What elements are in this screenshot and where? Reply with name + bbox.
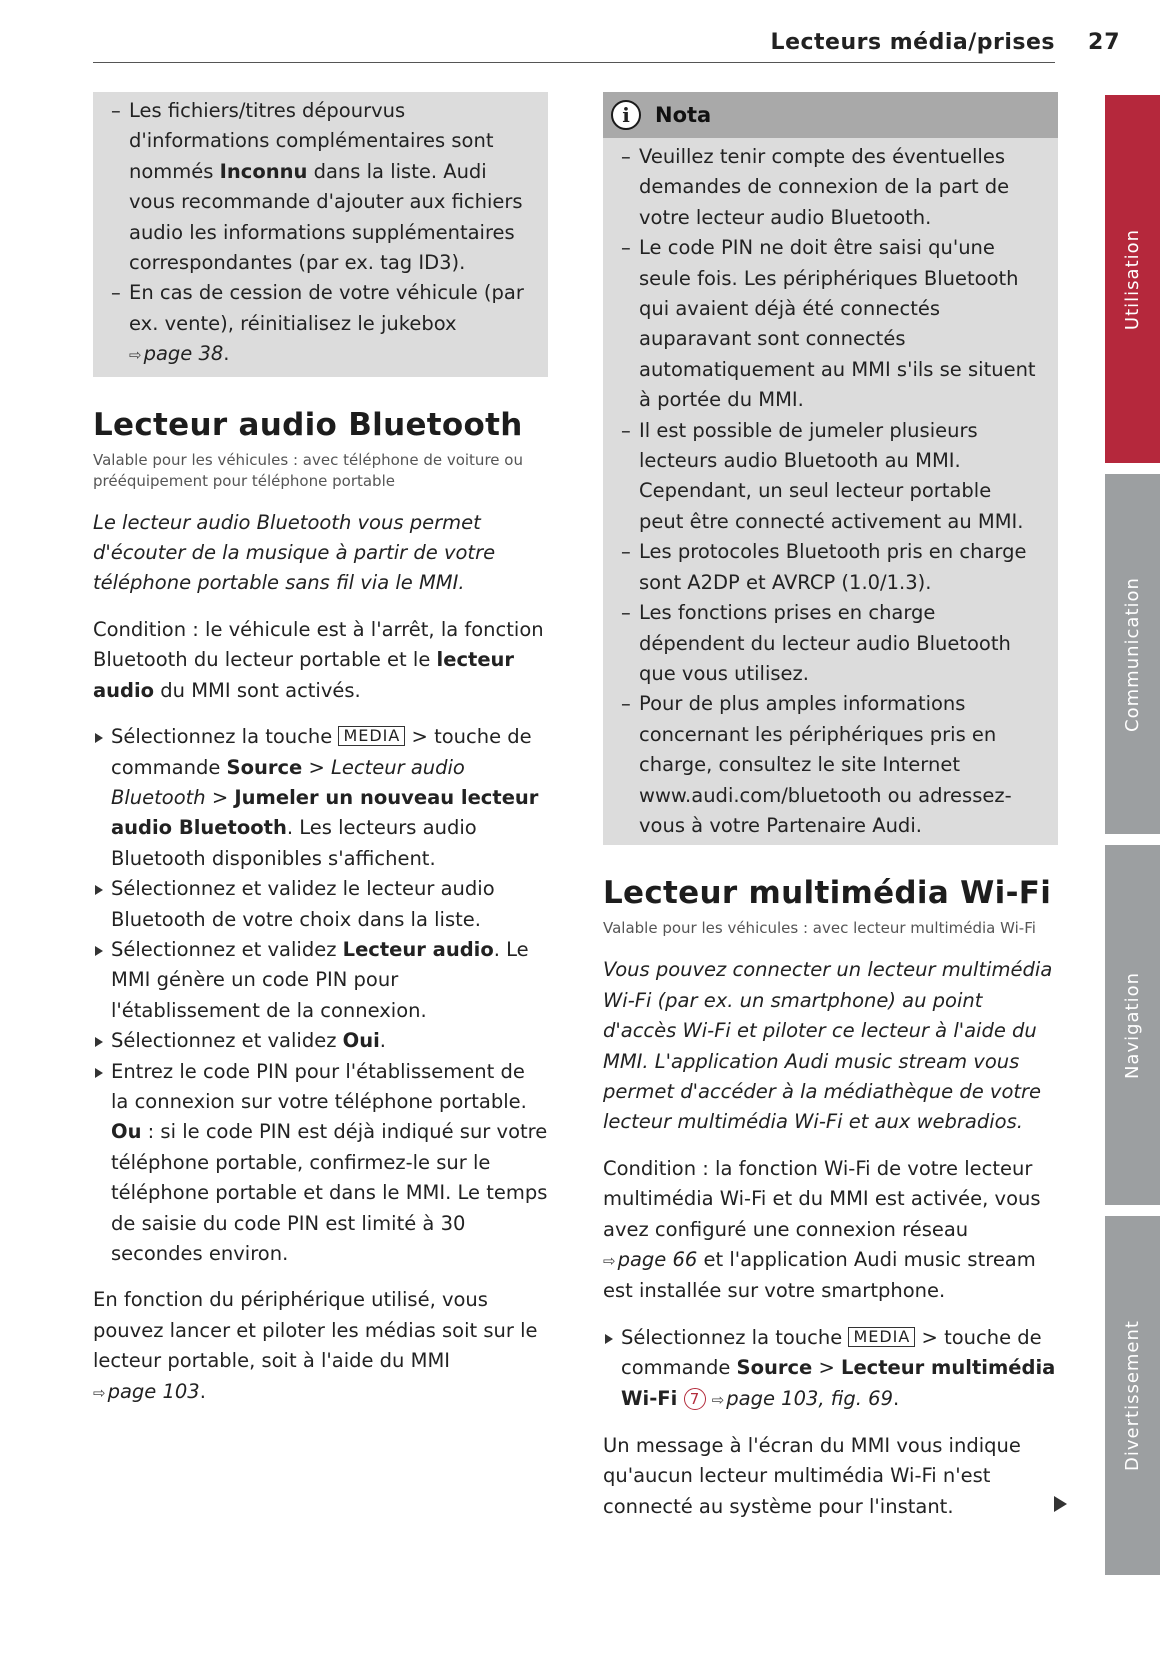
page-reference-link[interactable]: ⇨ page 103, fig. 69	[711, 1386, 893, 1410]
list-item: Sélectionnez la touche MEDIA > touche de commande Source > Lecteur audio Bluetooth > Jumeler un nouveau lecteur audio Bluetooth. Les lecteurs audio Bluetooth disponibles s'affichent.	[93, 722, 548, 874]
list-item: – Le code PIN ne doit être saisi qu'une seule fois. Les périphériques Bluetooth qui avaient déjà été connectés auparavant sont connectés automatiquement au MMI s'ils se situent à portée du MMI.	[621, 233, 1040, 415]
steps-list	[93, 722, 548, 1269]
note-body	[603, 138, 1058, 845]
section-title-bluetooth: Lecteur audio Bluetooth	[93, 406, 523, 443]
list-item: – Les fichiers/titres dépourvus d'informations complémentaires sont nommés Inconnu dans la liste. Audi vous recommande d'ajouter aux fichiers audio les informations supplémentaires correspondantes (par ex. tag ID3).	[111, 96, 530, 278]
note-box	[603, 92, 1058, 845]
arrow-right-icon: ⇨	[93, 1383, 106, 1402]
tab-utilisation[interactable]: Utilisation	[1105, 95, 1160, 463]
condition-text: Condition : le véhicule est à l'arrêt, la fonction Bluetooth du lecteur portable et le lecteur audio du MMI sont activés.	[93, 617, 544, 702]
note-list	[111, 96, 530, 371]
note-title: Nota	[655, 103, 712, 127]
page-reference-link[interactable]: ⇨ page 38	[129, 342, 224, 366]
list-item: – Les protocoles Bluetooth pris en charge sont A2DP et AVRCP (1.0/1.3).	[621, 537, 1040, 598]
arrow-right-icon: ⇨	[129, 346, 142, 365]
note-header	[603, 92, 1058, 138]
page-reference-link[interactable]: ⇨ page 66	[603, 1248, 698, 1271]
condition-text: Condition : la fonction Wi-Fi de votre lecteur multimédia Wi-Fi et du MMI est activée, vous avez configuré une connexion réseau ⇨ page 66 et l'application Audi music stream est installée sur votre smartphone.	[603, 1156, 1041, 1303]
arrow-right-icon: ⇨	[711, 1390, 725, 1409]
page-header	[93, 28, 1055, 63]
list-item: Sélectionnez et validez Oui.	[93, 1026, 548, 1056]
validity-note: Valable pour les véhicules : avec téléphone de voiture ou prééquipement pour téléphone portable	[93, 450, 523, 490]
header-section-title: Lecteurs média/prises	[770, 30, 1055, 55]
list-item: – Il est possible de jumeler plusieurs lecteurs audio Bluetooth au MMI. Cependant, un seul lecteur portable peut être connecté activement au MMI.	[621, 416, 1040, 538]
tab-navigation[interactable]: Navigation	[1105, 845, 1160, 1205]
list-item: – Pour de plus amples informations concernant les périphériques pris en charge, consultez le site Internet www.audi.com/bluetooth ou adressez-vous à votre Partenaire Audi.	[621, 689, 1040, 841]
list-item: – Veuillez tenir compte des éventuelles demandes de connexion de la part de votre lecteur audio Bluetooth.	[621, 142, 1040, 233]
closing-text: Un message à l'écran du MMI vous indique qu'aucun lecteur multimédia Wi-Fi n'est connecté au système pour l'instant.	[603, 1434, 1021, 1518]
tab-communication[interactable]: Communication	[1105, 474, 1160, 834]
list-item: Sélectionnez et validez Lecteur audio. Le MMI génère un code PIN pour l'établissement de la connexion.	[93, 935, 548, 1026]
list-item: Sélectionnez et validez le lecteur audio Bluetooth de votre choix dans la liste.	[93, 874, 548, 935]
section-title-wifi: Lecteur multimédia Wi-Fi	[603, 875, 1052, 912]
page-number: 27	[1088, 30, 1121, 55]
left-column	[93, 92, 548, 1424]
continue-arrow-icon	[1054, 1496, 1067, 1512]
list-item: Sélectionnez la touche MEDIA > touche de commande Source > Lecteur multimédia Wi-Fi 7 ⇨ page 103, fig. 69.	[603, 1323, 1058, 1415]
callout-number-icon: 7	[684, 1388, 706, 1410]
steps-list	[603, 1323, 1058, 1415]
validity-note: Valable pour les véhicules : avec lecteur multimédia Wi-Fi	[603, 919, 1036, 938]
media-key-button: MEDIA	[848, 1327, 915, 1347]
list-item: Entrez le code PIN pour l'établissement de la connexion sur votre téléphone portable. Ou : si le code PIN est déjà indiqué sur votre téléphone portable, confirmez-le sur le téléphone portable et dans le MMI. Le temps de saisie du code PIN est limité à 30 secondes environ.	[93, 1057, 548, 1270]
arrow-right-icon: ⇨	[603, 1252, 616, 1270]
info-icon: i	[611, 100, 641, 130]
media-key-button: MEDIA	[338, 726, 405, 746]
list-item: – Les fonctions prises en charge dépendent du lecteur audio Bluetooth que vous utilisez.	[621, 598, 1040, 689]
intro-text: Le lecteur audio Bluetooth vous permet d'écouter de la musique à partir de votre téléphone portable sans fil via le MMI.	[93, 510, 496, 595]
page-reference-link[interactable]: ⇨ page 103	[93, 1379, 200, 1403]
tab-divertissement[interactable]: Divertissement	[1105, 1216, 1160, 1575]
intro-text: Vous pouvez connecter un lecteur multimédia Wi-Fi (par ex. un smartphone) au point d'accès Wi-Fi et piloter ce lecteur à l'aide du MMI. L'application Audi music stream vous permet d'accéder à la médiathèque de votre lecteur multimédia Wi-Fi et aux webradios.	[603, 958, 1053, 1134]
right-column	[603, 92, 1058, 1538]
note-list	[621, 142, 1040, 841]
list-item: – En cas de cession de votre véhicule (par ex. vente), réinitialisez le jukebox ⇨ page 38.	[111, 278, 530, 370]
continued-note-box	[93, 92, 548, 377]
closing-text: En fonction du périphérique utilisé, vous pouvez lancer et piloter les médias soit sur le lecteur portable, soit à l'aide du MMI ⇨ page 103.	[93, 1288, 538, 1403]
